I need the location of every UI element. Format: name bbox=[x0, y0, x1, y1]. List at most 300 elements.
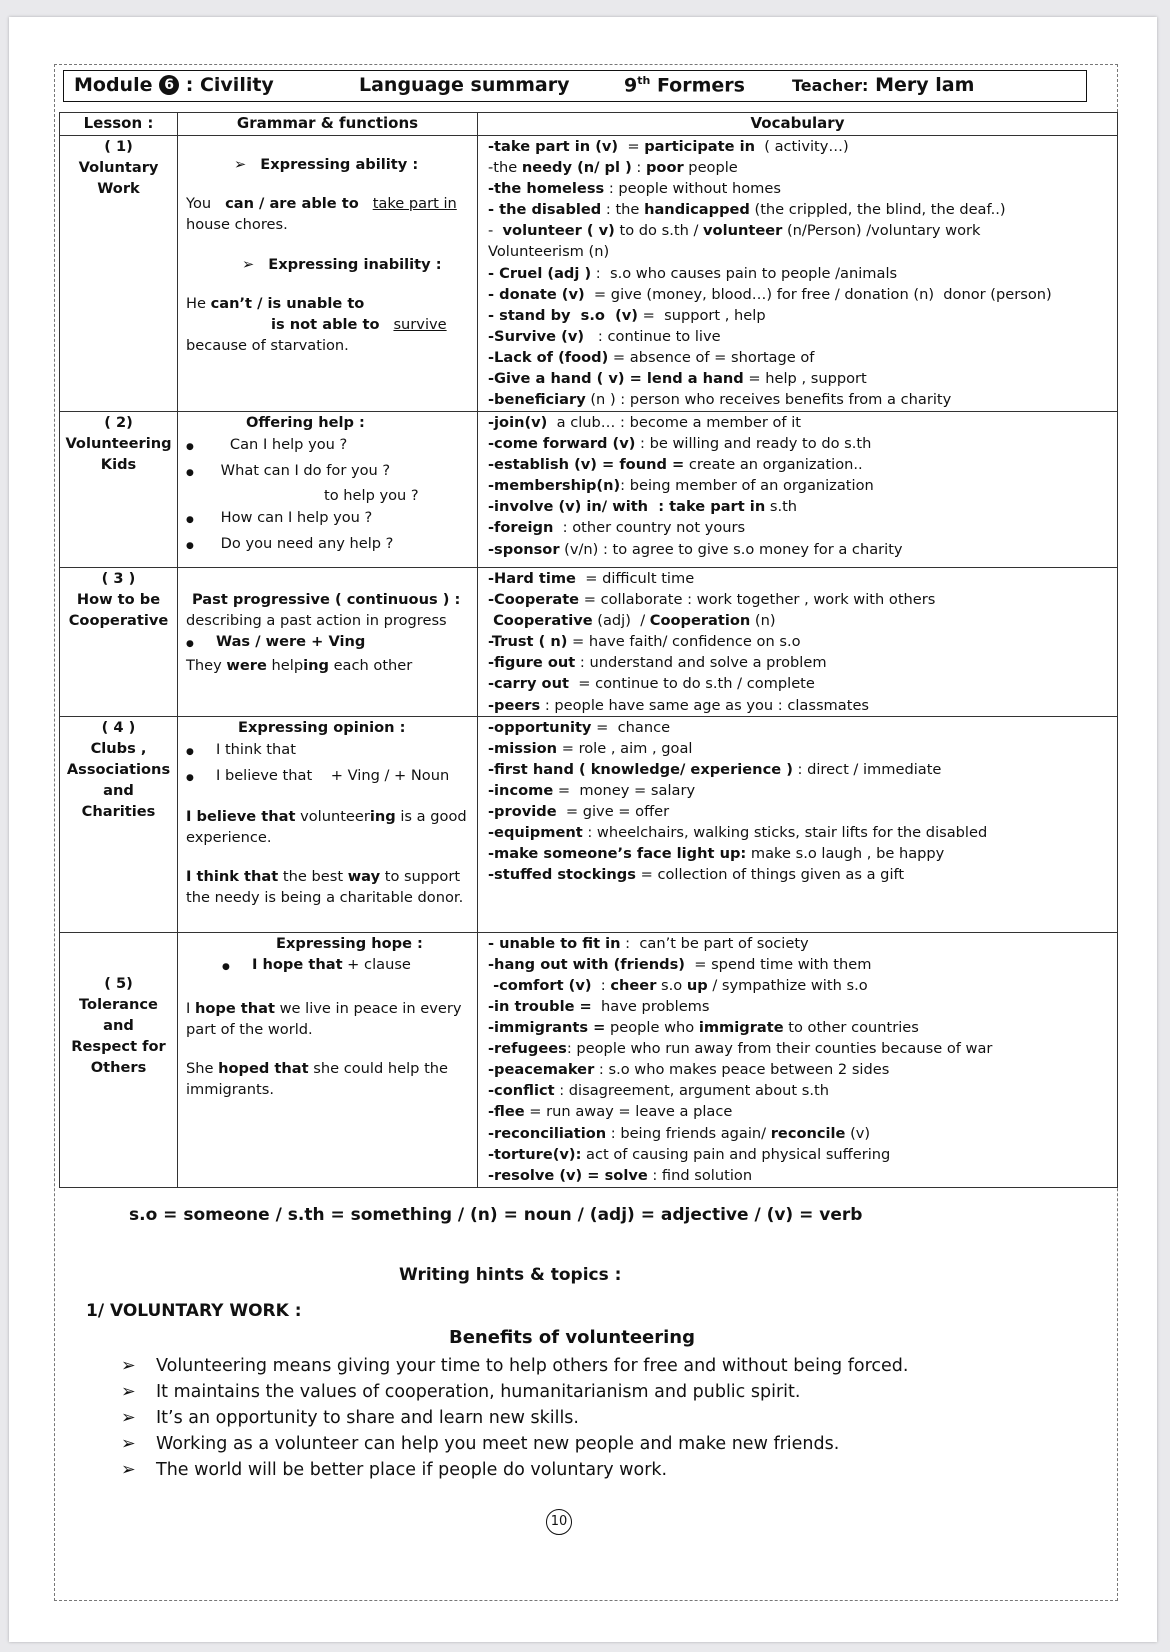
lesson-cell bbox=[60, 716, 178, 932]
benefit-text: It maintains the values of cooperation, humanitarianism and public spirit. bbox=[156, 1382, 801, 1402]
arrow-icon: ➢ bbox=[121, 1382, 136, 1402]
vocab-text: volunteer ( v) bbox=[502, 222, 615, 240]
summary-title: Language summary bbox=[359, 74, 570, 96]
vocab-text: = collection of things given as a gift bbox=[635, 866, 905, 884]
arrow-icon: ➢ bbox=[121, 1434, 136, 1454]
benefits-title: Benefits of volunteering bbox=[449, 1327, 696, 1348]
lesson-title-line: and bbox=[103, 781, 134, 799]
text-part: were bbox=[226, 657, 267, 674]
module-title bbox=[74, 74, 274, 96]
vocab-text: -Hard time bbox=[488, 570, 576, 587]
bullet-icon: ● bbox=[186, 746, 194, 757]
vocab-text: (v) bbox=[845, 1124, 871, 1142]
vocab-text: -come forward (v) bbox=[488, 435, 636, 453]
vocab-text: -income bbox=[488, 781, 554, 799]
vocab-entry bbox=[488, 801, 1117, 822]
vocab-text: -establish (v) = found = bbox=[488, 456, 685, 474]
lesson-row-4 bbox=[60, 716, 1118, 932]
vocab-entry bbox=[488, 263, 1117, 284]
vocab-entry bbox=[488, 136, 1117, 157]
vocab-entry bbox=[488, 199, 1117, 220]
vocab-text: : bbox=[591, 976, 611, 994]
grammar-heading: Offering help : bbox=[246, 414, 365, 431]
vocab-text: = help , support bbox=[743, 370, 867, 388]
vocab-text: - Cruel (adj ) bbox=[488, 264, 592, 282]
vocab-text: : be willing and ready to do s.th bbox=[635, 435, 872, 453]
vocab-text: -take part in (v) bbox=[488, 138, 619, 155]
vocab-text: -torture(v): bbox=[488, 1145, 582, 1163]
vocab-entry bbox=[488, 454, 1117, 475]
lesson-cell bbox=[60, 136, 178, 412]
vocab-entry bbox=[488, 631, 1117, 652]
vocab-text: Cooperative bbox=[488, 612, 593, 630]
vocab-entry bbox=[488, 347, 1117, 368]
vocab-text: -flee bbox=[488, 1103, 525, 1121]
grammar-text: You bbox=[186, 195, 212, 212]
grade-superscript: th bbox=[637, 74, 651, 87]
vocab-entry bbox=[488, 475, 1117, 496]
vocab-text: -comfort (v) bbox=[488, 976, 592, 994]
text-part: way bbox=[347, 867, 381, 885]
vocab-text: -Lack of (food) bbox=[488, 348, 609, 366]
vocab-text: : continue to live bbox=[584, 327, 721, 345]
lesson-number: ( 2) bbox=[104, 414, 133, 431]
text-part: hoped that bbox=[218, 1059, 309, 1077]
vocab-text: (n ) : person who receives benefits from a charity bbox=[585, 391, 952, 409]
text-part: the best bbox=[278, 867, 348, 885]
vocab-text: = bbox=[618, 138, 645, 155]
arrow-icon: ➢ bbox=[234, 156, 247, 173]
bullet-icon: ● bbox=[186, 639, 194, 649]
text-part: She bbox=[186, 1059, 219, 1077]
text-part: I bbox=[186, 999, 195, 1017]
vocab-list bbox=[488, 717, 1117, 886]
vocab-entry bbox=[488, 326, 1117, 347]
vocab-text: s.o bbox=[656, 976, 687, 994]
grammar-text: How can I help you ? bbox=[220, 509, 373, 526]
text-part: ing bbox=[303, 657, 329, 674]
col-lesson-header: Lesson : bbox=[60, 113, 178, 136]
vocab-entry bbox=[488, 220, 1117, 241]
grammar-text: I think that bbox=[216, 740, 296, 758]
vocab-text: -join(v) bbox=[488, 414, 548, 431]
benefit-text: Volunteering means giving your time to help others for free and without being forced. bbox=[156, 1356, 909, 1376]
bullet-icon: ● bbox=[222, 961, 230, 972]
vocab-text: (n) bbox=[750, 612, 776, 630]
arrow-icon: ➢ bbox=[242, 256, 255, 273]
vocab-text: -reconciliation bbox=[488, 1124, 607, 1142]
vocab-text: (adj) / bbox=[592, 612, 650, 630]
vocab-text: (v/n) : to agree to give s.o money for a charity bbox=[559, 540, 903, 558]
vocab-text: (the crippled, the blind, the deaf..) bbox=[749, 201, 1006, 219]
text-part: volunteer bbox=[295, 807, 370, 825]
vocab-entry bbox=[488, 822, 1117, 843]
grammar-example bbox=[186, 1058, 469, 1079]
vocab-text: -peacemaker bbox=[488, 1061, 595, 1079]
grammar-heading: Expressing hope : bbox=[276, 934, 423, 952]
grammar-text: describing a past action in progress bbox=[186, 612, 447, 629]
text-part: we live in peace in every bbox=[274, 999, 462, 1017]
vocab-text: : s.o who causes pain to people /animals bbox=[591, 264, 898, 282]
vocab-text: -Trust ( n) bbox=[488, 633, 568, 651]
lesson-title-line: Charities bbox=[81, 802, 156, 820]
vocab-entry bbox=[488, 673, 1117, 694]
vocab-text: to do s.th / bbox=[614, 222, 704, 240]
vocab-text: Cooperation bbox=[649, 612, 751, 630]
vocab-entry bbox=[488, 1017, 1117, 1038]
lesson-title-line: Cooperative bbox=[68, 612, 169, 629]
lesson-row-5 bbox=[60, 932, 1118, 1187]
grade-number: 9 bbox=[624, 74, 638, 97]
grammar-text: Do you need any help ? bbox=[220, 535, 394, 552]
vocab-entry bbox=[488, 1165, 1117, 1186]
list-item bbox=[121, 1405, 908, 1431]
vocab-text: to other countries bbox=[783, 1019, 919, 1037]
grammar-text: Can I help you ? bbox=[229, 436, 348, 453]
vocab-text: -carry out bbox=[488, 675, 569, 693]
vocab-text: -the homeless bbox=[488, 180, 605, 198]
vocab-entry bbox=[488, 780, 1117, 801]
vocab-entry bbox=[488, 717, 1117, 738]
lesson-cell bbox=[60, 932, 178, 1187]
vocab-text: - donate (v) bbox=[488, 285, 585, 303]
vocab-text: a club… : become a member of it bbox=[547, 414, 801, 431]
lesson-title-line: Clubs , bbox=[90, 739, 147, 757]
vocab-entry bbox=[488, 759, 1117, 780]
benefit-text: The world will be better place if people do voluntary work. bbox=[156, 1460, 668, 1480]
text-part: help bbox=[266, 657, 304, 674]
vocab-text: - stand by s.o (v) bbox=[488, 306, 638, 324]
vocab-entry bbox=[488, 1123, 1117, 1144]
vocab-text: handicapped bbox=[644, 201, 750, 219]
vocab-text: (n/Person) /voluntary work bbox=[782, 222, 981, 240]
module-label: Module bbox=[74, 74, 153, 96]
text-part: I believe that bbox=[186, 807, 296, 825]
vocab-text: : direct / immediate bbox=[792, 760, 942, 778]
arrow-icon: ➢ bbox=[121, 1408, 136, 1428]
vocab-text: ( activity…) bbox=[754, 138, 849, 155]
vocab-text: -in trouble = bbox=[488, 997, 592, 1015]
grammar-cell bbox=[178, 716, 478, 932]
vocab-cell bbox=[478, 136, 1118, 412]
vocab-text: / sympathize with s.o bbox=[707, 976, 868, 994]
vocab-text: needy (n/ pl ) bbox=[521, 159, 632, 177]
vocab-entry bbox=[488, 433, 1117, 454]
vocab-text: -figure out bbox=[488, 654, 576, 672]
vocab-text: = absence of = shortage of bbox=[608, 348, 815, 366]
vocab-list bbox=[488, 136, 1117, 410]
vocab-entry bbox=[488, 368, 1117, 389]
grammar-text: He bbox=[186, 295, 206, 312]
vocab-list bbox=[488, 933, 1117, 1186]
vocab-cell bbox=[478, 568, 1118, 717]
page-number: 10 bbox=[546, 1509, 572, 1535]
bullet-icon: ● bbox=[186, 772, 194, 783]
teacher-name: Mery lam bbox=[875, 74, 975, 96]
vocab-text: -provide bbox=[488, 803, 557, 821]
lesson-title-line: Work bbox=[97, 180, 140, 197]
vocab-entry bbox=[488, 843, 1117, 864]
vocab-text: : people who run away from their counties because of war bbox=[566, 1040, 993, 1058]
vocab-text: : s.o who makes peace between 2 sides bbox=[594, 1061, 890, 1079]
module-header bbox=[63, 70, 1087, 102]
vocab-text: immigrate bbox=[698, 1019, 784, 1037]
vocab-entry bbox=[488, 954, 1117, 975]
grammar-text: to help you ? bbox=[324, 487, 419, 504]
vocab-entry bbox=[488, 568, 1117, 589]
lesson-row-2 bbox=[60, 412, 1118, 568]
grammar-heading: Past progressive ( continuous ) : bbox=[192, 591, 461, 608]
lesson-title-line: Respect for bbox=[71, 1037, 166, 1055]
arrow-icon: ➢ bbox=[121, 1460, 136, 1480]
vocab-text: -the bbox=[488, 159, 522, 177]
vocab-entry bbox=[488, 1038, 1117, 1059]
benefit-text: Working as a volunteer can help you meet new people and make new friends. bbox=[156, 1434, 840, 1454]
lesson-row-1 bbox=[60, 136, 1118, 412]
vocab-list bbox=[488, 568, 1117, 716]
vocab-text: -mission bbox=[488, 739, 558, 757]
vocab-text: -involve (v) in/ with : take part in bbox=[488, 498, 766, 516]
writing-title: Writing hints & topics : bbox=[399, 1265, 622, 1285]
vocab-text: = give (money, blood…) for free / donation (n) donor (person) bbox=[584, 285, 1052, 303]
lesson-title-line: Associations bbox=[66, 760, 171, 778]
vocab-text: up bbox=[686, 976, 708, 994]
grammar-text: experience. bbox=[186, 828, 272, 846]
grammar-text: + Ving / + Noun bbox=[330, 766, 450, 784]
vocab-text: = collaborate : work together , work with others bbox=[579, 591, 936, 609]
vocab-text: volunteer bbox=[703, 222, 783, 240]
vocab-entry bbox=[488, 610, 1117, 631]
table-header-row bbox=[60, 113, 1118, 136]
vocab-text: = have faith/ confidence on s.o bbox=[567, 633, 801, 651]
grammar-keyword: Was / were + Ving bbox=[216, 633, 366, 650]
vocab-text: - bbox=[488, 222, 503, 240]
vocab-text: = chance bbox=[591, 718, 671, 736]
vocab-text: = money = salary bbox=[553, 781, 696, 799]
vocab-text: Volunteerism (n) bbox=[488, 243, 610, 261]
lesson-number: ( 3 ) bbox=[101, 570, 136, 587]
vocab-list bbox=[488, 412, 1117, 560]
vocab-text: = run away = leave a place bbox=[524, 1103, 733, 1121]
module-name: : Civility bbox=[185, 74, 274, 96]
vocab-entry bbox=[488, 695, 1117, 716]
text-part: They bbox=[186, 657, 227, 674]
lesson-row-3 bbox=[60, 568, 1118, 717]
grammar-cell bbox=[178, 932, 478, 1187]
lesson-title-line: Kids bbox=[100, 456, 137, 473]
grammar-text: I believe that bbox=[216, 766, 313, 784]
vocab-text: -make someone’s face light up: bbox=[488, 845, 747, 863]
vocab-text: people who bbox=[605, 1019, 699, 1037]
grammar-heading: Expressing ability : bbox=[260, 156, 419, 173]
vocab-entry bbox=[488, 1101, 1117, 1122]
vocab-text: : people have same age as you : classmates bbox=[540, 696, 870, 714]
vocab-text: = support , help bbox=[637, 306, 766, 324]
abbreviation-legend: s.o = someone / s.th = something / (n) = noun / (adj) = adjective / (v) = verb bbox=[129, 1205, 863, 1225]
vocab-text: -hang out with (friends) bbox=[488, 955, 685, 973]
vocab-entry bbox=[488, 157, 1117, 178]
vocab-text: -membership(n) bbox=[488, 477, 621, 495]
vocab-text: -Cooperate bbox=[488, 591, 580, 609]
lesson-number: ( 4 ) bbox=[101, 718, 136, 736]
vocab-entry bbox=[488, 389, 1117, 410]
lesson-title-line: and bbox=[103, 1016, 134, 1034]
vocab-text: -resolve (v) = solve bbox=[488, 1166, 648, 1184]
vocab-entry bbox=[488, 864, 1117, 885]
vocab-text: : understand and solve a problem bbox=[575, 654, 827, 672]
grammar-cell bbox=[178, 412, 478, 568]
grammar-cell bbox=[178, 136, 478, 412]
vocab-entry bbox=[488, 996, 1117, 1017]
grammar-heading: Expressing inability : bbox=[268, 256, 442, 273]
vocab-text: : being friends again/ bbox=[606, 1124, 771, 1142]
text-part: hope that bbox=[194, 999, 275, 1017]
vocab-text: = spend time with them bbox=[684, 955, 872, 973]
list-item bbox=[121, 1457, 908, 1483]
vocab-entry bbox=[488, 652, 1117, 673]
col-grammar-header: Grammar & functions bbox=[178, 113, 478, 136]
vocab-text: : disagreement, argument about s.th bbox=[554, 1082, 829, 1100]
grammar-keyword: is not able to bbox=[271, 316, 380, 333]
lesson-title-line: How to be bbox=[76, 591, 161, 608]
text-part: I think that bbox=[186, 867, 279, 885]
grammar-keyword: can’t / is unable to bbox=[210, 295, 365, 312]
vocab-text: : people without homes bbox=[604, 180, 781, 198]
vocab-text: create an organization.. bbox=[684, 456, 863, 474]
vocab-cell bbox=[478, 932, 1118, 1187]
col-vocab-header: Vocabulary bbox=[478, 113, 1118, 136]
benefits-list bbox=[121, 1353, 908, 1483]
vocab-text: -Give a hand ( v) = lend a hand bbox=[488, 370, 744, 388]
grammar-text: part of the world. bbox=[186, 1020, 313, 1038]
teacher-info bbox=[792, 74, 974, 96]
vocab-text: poor bbox=[645, 159, 684, 177]
vocab-text: -equipment bbox=[488, 824, 583, 842]
vocab-text: -opportunity bbox=[488, 718, 592, 736]
section-title: 1/ VOLUNTARY WORK : bbox=[86, 1301, 302, 1321]
vocab-text: -immigrants = bbox=[488, 1019, 606, 1037]
vocab-entry bbox=[488, 975, 1117, 996]
vocab-text: cheer bbox=[610, 976, 657, 994]
vocab-text: : find solution bbox=[647, 1166, 753, 1184]
lesson-title-line: Volunteering bbox=[65, 435, 172, 452]
vocab-text: s.th bbox=[765, 498, 798, 516]
language-summary-table bbox=[59, 112, 1118, 1188]
list-item bbox=[121, 1431, 908, 1457]
grammar-keyword: can / are able to bbox=[225, 195, 359, 212]
vocab-text: act of causing pain and physical suffering bbox=[581, 1145, 891, 1163]
arrow-icon: ➢ bbox=[121, 1356, 136, 1376]
vocab-text: -sponsor bbox=[488, 540, 560, 558]
text-part: is a good bbox=[395, 807, 467, 825]
vocab-text: -peers bbox=[488, 696, 541, 714]
vocab-entry bbox=[488, 517, 1117, 538]
vocab-text: have problems bbox=[591, 997, 710, 1015]
list-item bbox=[121, 1353, 908, 1379]
vocab-entry bbox=[488, 412, 1117, 433]
vocab-text: : other country not yours bbox=[553, 519, 746, 537]
vocab-entry bbox=[488, 178, 1117, 199]
vocab-text: - unable to fit in bbox=[488, 934, 621, 952]
text-part: ing bbox=[369, 807, 396, 825]
lesson-title-line: Voluntary bbox=[78, 159, 159, 176]
grammar-text: house chores. bbox=[186, 216, 288, 233]
grade-label bbox=[624, 74, 745, 96]
vocab-text: : being member of an organization bbox=[620, 477, 874, 495]
vocab-entry bbox=[488, 1144, 1117, 1165]
vocab-text: : can’t be part of society bbox=[620, 934, 809, 952]
vocab-text: -beneficiary bbox=[488, 391, 586, 409]
lesson-cell bbox=[60, 568, 178, 717]
benefit-text: It’s an opportunity to share and learn new skills. bbox=[156, 1408, 579, 1428]
bullet-icon: ● bbox=[186, 515, 194, 525]
vocab-text: -Survive (v) bbox=[488, 327, 585, 345]
grammar-example: survive bbox=[393, 316, 447, 333]
lesson-title-line: Others bbox=[90, 1058, 147, 1076]
grammar-text: because of starvation. bbox=[186, 337, 349, 354]
bullet-icon: ● bbox=[186, 541, 194, 551]
grammar-cell bbox=[178, 568, 478, 717]
vocab-text: - the disabled bbox=[488, 201, 602, 219]
lesson-number: ( 1) bbox=[104, 138, 133, 155]
vocab-text: reconcile bbox=[770, 1124, 846, 1142]
teacher-label: Teacher: bbox=[792, 76, 869, 95]
vocab-cell bbox=[478, 716, 1118, 932]
grammar-example bbox=[186, 806, 469, 827]
bullet-icon: ● bbox=[186, 468, 194, 478]
vocab-text: people bbox=[683, 159, 738, 177]
vocab-entry bbox=[488, 539, 1117, 560]
grammar-keyword: I hope that bbox=[252, 955, 343, 973]
vocab-text: -conflict bbox=[488, 1082, 555, 1100]
vocab-entry bbox=[488, 589, 1117, 610]
vocab-text: : the bbox=[601, 201, 645, 219]
vocab-text: : bbox=[631, 159, 646, 177]
vocab-text: -stuffed stockings bbox=[488, 866, 636, 884]
text-part: she could help the bbox=[308, 1059, 449, 1077]
grammar-text: + clause bbox=[342, 955, 411, 973]
bullet-icon: ● bbox=[186, 442, 194, 452]
vocab-text: make s.o laugh , be happy bbox=[746, 845, 945, 863]
grammar-example bbox=[186, 998, 469, 1019]
vocab-text: = difficult time bbox=[575, 570, 695, 587]
vocab-cell bbox=[478, 412, 1118, 568]
vocab-entry bbox=[488, 1080, 1117, 1101]
lesson-number: ( 5) bbox=[104, 974, 133, 992]
grade-text: Formers bbox=[650, 74, 745, 97]
module-number-badge: 6 bbox=[159, 75, 179, 95]
vocab-text: -refugees bbox=[488, 1040, 567, 1058]
list-item bbox=[121, 1379, 908, 1405]
text-part: each other bbox=[328, 657, 413, 674]
text-part: to support bbox=[380, 867, 461, 885]
grammar-example bbox=[186, 655, 469, 676]
grammar-example bbox=[186, 866, 469, 887]
vocab-entry bbox=[488, 241, 1117, 262]
vocab-text: = role , aim , goal bbox=[557, 739, 693, 757]
lesson-cell bbox=[60, 412, 178, 568]
vocab-entry bbox=[488, 933, 1117, 954]
lesson-title-line: Tolerance bbox=[79, 995, 158, 1013]
document-page bbox=[9, 17, 1157, 1642]
vocab-entry bbox=[488, 284, 1117, 305]
vocab-text: -first hand ( knowledge/ experience ) bbox=[488, 760, 793, 778]
vocab-entry bbox=[488, 305, 1117, 326]
vocab-text: : wheelchairs, walking sticks, stair lifts for the disabled bbox=[582, 824, 988, 842]
vocab-text: -foreign bbox=[488, 519, 554, 537]
grammar-text: immigrants. bbox=[186, 1080, 274, 1098]
vocab-entry bbox=[488, 1059, 1117, 1080]
